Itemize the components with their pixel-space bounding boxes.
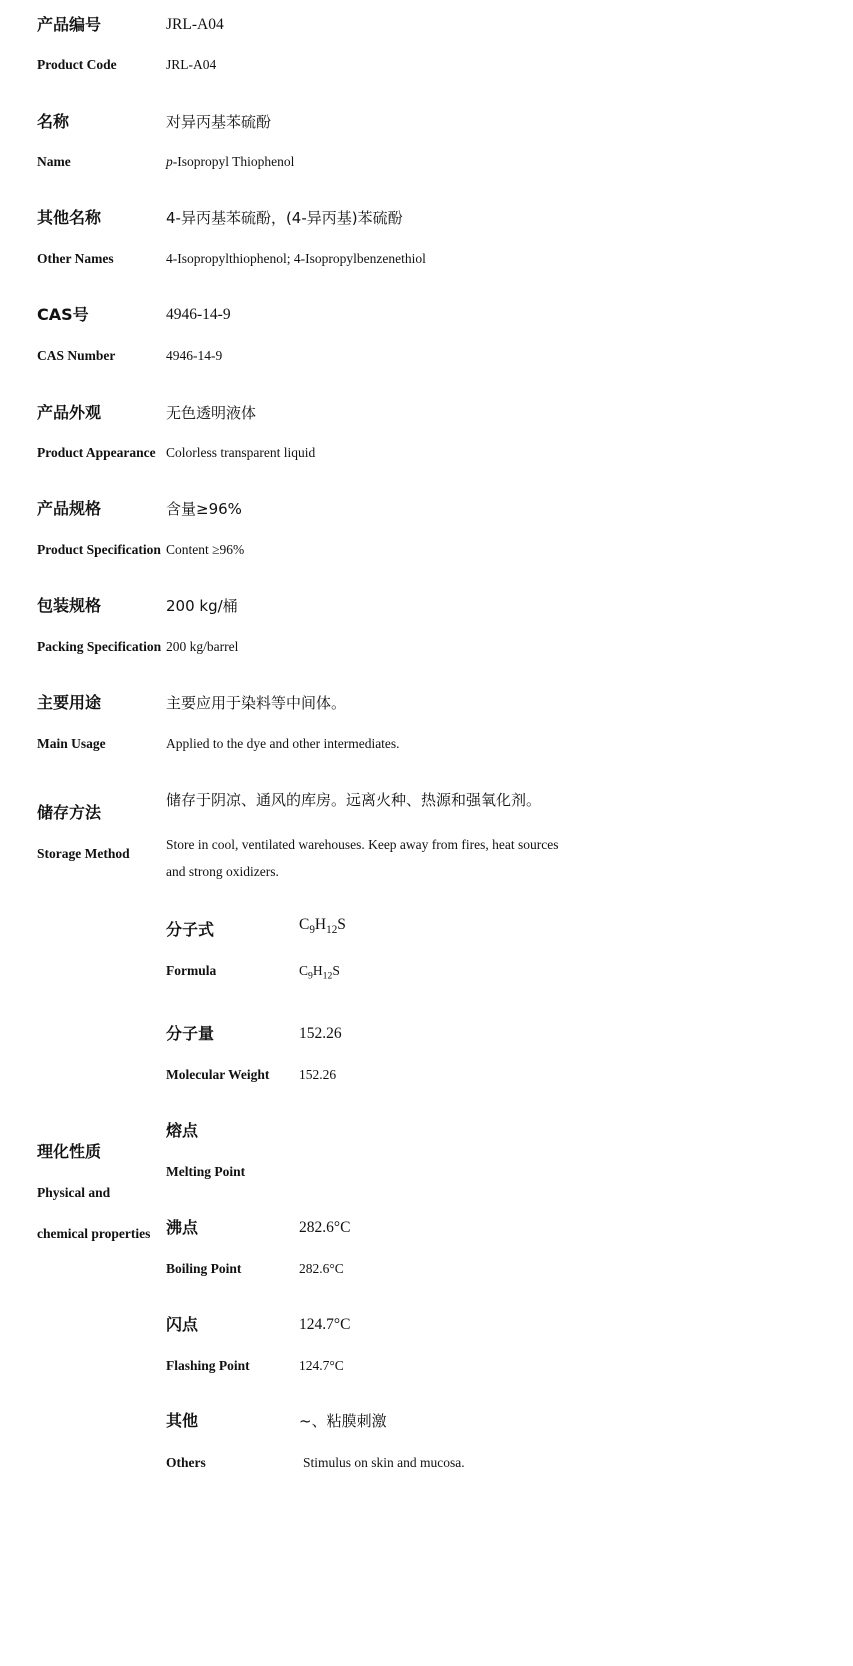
storage-zh-value: 储存于阴凉、通风的库房。远离火种、热源和强氧化剂。 [166,791,542,809]
other-names-zh-value: 4-异丙基苯硫酚，(4-异丙基)苯硫酚 [166,209,403,227]
others-zh-label: 其他 [166,1411,199,1430]
formula-h-count: 12 [326,923,338,936]
others-en-value: Stimulus on skin and mucosa. [303,1455,465,1470]
formula-zh-label: 分子式 [166,920,215,939]
boiling-en-label: Boiling Point [166,1261,242,1276]
appearance-zh-label: 产品外观 [37,403,102,422]
storage-zh-label: 储存方法 [37,803,102,822]
name-en-value-prefix: p [166,154,173,169]
storage-en-label: Storage Method [37,846,130,861]
appearance-en-label: Product Appearance [37,445,156,460]
flashing-en-value: 124.7°C [299,1358,344,1373]
product-code-zh-value: JRL-A04 [166,16,224,33]
boiling-zh-value: 282.6°C [299,1219,351,1236]
formula-en-h-count: 12 [322,970,333,982]
specification-zh-label: 产品规格 [37,499,102,518]
product-code-zh-label: 产品编号 [37,15,102,34]
name-zh-value: 对异丙基苯硫酚 [166,113,272,131]
other-names-en-label: Other Names [37,251,114,266]
others-zh-value: ~、粘膜刺激 [299,1412,387,1430]
mw-zh-label: 分子量 [166,1024,215,1043]
flashing-zh-label: 闪点 [166,1315,199,1334]
other-names-en-value: 4-Isopropylthiophenol; 4-Isopropylbenzenethiol [166,251,426,266]
formula-en-value [299,962,340,980]
formula-en-label: Formula [166,963,217,978]
usage-zh-label: 主要用途 [37,693,102,712]
others-en-label: Others [166,1455,206,1470]
usage-zh-value: 主要应用于染料等中间体。 [166,694,347,712]
physchem-en-label-line2: chemical properties [37,1226,151,1241]
usage-en-label: Main Usage [37,736,106,751]
formula-s: S [337,916,346,933]
packing-zh-label: 包装规格 [37,596,102,615]
formula-c: C [299,916,310,933]
melting-zh-label: 熔点 [166,1121,199,1140]
appearance-en-value: Colorless transparent liquid [166,445,316,460]
specification-en-label: Product Specification [37,542,161,557]
formula-en-c-count: 9 [308,970,313,982]
melting-en-label: Melting Point [166,1164,246,1179]
storage-en-value: Store in cool, ventilated warehouses. Keep away from fires, heat sources and strong oxidizers. [166,837,559,879]
product-code-en-value: JRL-A04 [166,57,217,72]
formula-en-c: C [299,963,309,978]
usage-en-value: Applied to the dye and other intermediates. [166,736,400,751]
other-names-zh-label: 其他名称 [37,208,102,227]
mw-en-label: Molecular Weight [166,1067,270,1082]
name-en-value [166,153,294,171]
name-en-label: Name [37,154,71,169]
packing-en-value: 200 kg/barrel [166,639,239,654]
specification-en-value: Content ≥96% [166,542,245,557]
physchem-zh-label: 理化性质 [37,1142,102,1161]
cas-en-value: 4946-14-9 [166,348,223,363]
physchem-en-label-line1: Physical and [37,1185,111,1200]
formula-c-count: 9 [309,923,315,936]
specification-zh-value: 含量≥96% [166,500,242,518]
boiling-en-value: 282.6°C [299,1261,344,1276]
mw-zh-value: 152.26 [299,1025,342,1042]
formula-en-s: S [332,963,340,978]
mw-en-value: 152.26 [299,1067,337,1082]
flashing-zh-value: 124.7°C [299,1316,351,1333]
formula-h: H [314,916,327,933]
formula-zh-value [299,915,346,935]
cas-zh-label: CAS号 [37,305,89,324]
formula-en-h: H [312,963,323,978]
flashing-en-label: Flashing Point [166,1358,250,1373]
appearance-zh-value: 无色透明液体 [166,404,257,422]
cas-en-label: CAS Number [37,348,116,363]
name-zh-label: 名称 [37,112,70,131]
packing-en-label: Packing Specification [37,639,162,654]
cas-zh-value: 4946-14-9 [166,306,231,323]
boiling-zh-label: 沸点 [166,1218,199,1237]
name-en-value-rest: -Isopropyl Thiophenol [172,154,295,169]
packing-zh-value: 200 kg/桶 [166,597,238,615]
product-code-en-label: Product Code [37,57,117,72]
